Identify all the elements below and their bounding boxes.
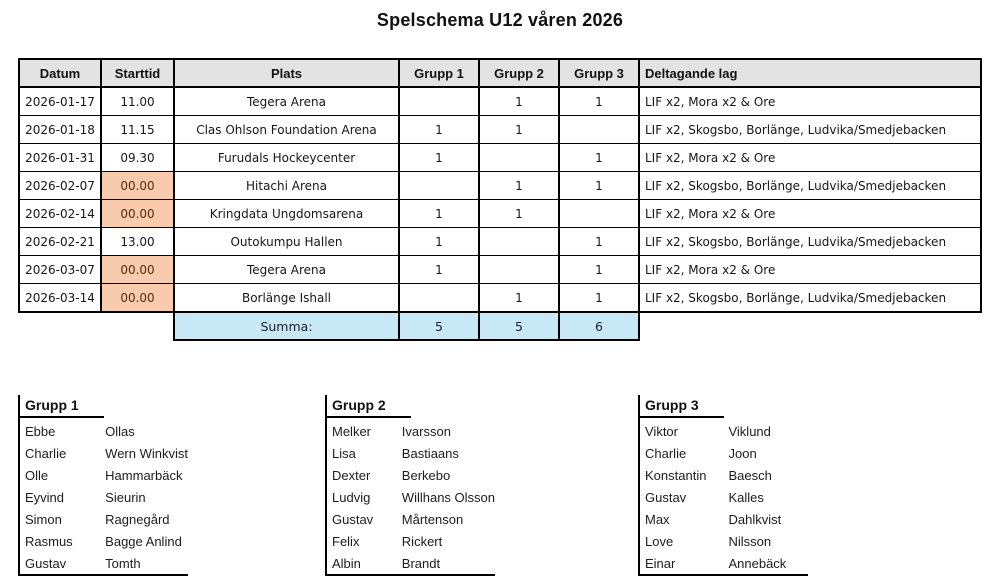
summa-grupp1: 5: [399, 312, 479, 340]
player-last-name: Kalles: [728, 489, 764, 505]
grupp2-count-cell: 1: [479, 116, 559, 144]
player-last-name: Sieurin: [105, 489, 146, 505]
schedule-row: [19, 228, 981, 256]
grupp3-count-cell: [559, 200, 639, 228]
starttid-cell: 00.00: [101, 256, 174, 284]
player-last-name: Nilsson: [728, 533, 772, 549]
player-first-name: Felix: [332, 533, 360, 549]
player-last-name: Viklund: [728, 423, 771, 439]
grupp1-count-cell: 1: [399, 144, 479, 172]
deltagande-lag-cell: LIF x2, Skogsbo, Borlänge, Ludvika/Smedjebacken: [639, 116, 981, 144]
deltagande-lag-cell: LIF x2, Skogsbo, Borlänge, Ludvika/Smedjebacken: [639, 228, 981, 256]
player-last-name: Tomth: [105, 555, 141, 571]
player-first-name: Love: [645, 533, 674, 549]
grupp1-count-cell: 1: [399, 228, 479, 256]
schedule-row: [19, 200, 981, 228]
player-last-name: Ollas: [105, 423, 135, 439]
player-last-name: Rickert: [401, 533, 443, 549]
player-row: [20, 552, 188, 574]
grupp3-count-cell: 1: [559, 144, 639, 172]
schedule-row: [19, 87, 981, 116]
schedule-row: [19, 284, 981, 313]
player-row: [327, 530, 495, 552]
player-first-name: Charlie: [25, 445, 67, 461]
plats-cell: Kringdata Ungdomsarena: [174, 200, 399, 228]
grupp3-count-cell: 1: [559, 256, 639, 284]
datum-cell: 2026-02-21: [19, 228, 101, 256]
deltagande-lag-cell: LIF x2, Mora x2 & Ore: [639, 200, 981, 228]
plats-cell: Tegera Arena: [174, 256, 399, 284]
player-row: [640, 552, 808, 574]
starttid-cell: 00.00: [101, 200, 174, 228]
grupp3-count-cell: [559, 116, 639, 144]
player-row: [640, 464, 808, 486]
player-row: [20, 530, 188, 552]
player-last-name: Joon: [728, 445, 757, 461]
deltagande-lag-cell: LIF x2, Skogsbo, Borlänge, Ludvika/Smedjebacken: [639, 284, 981, 313]
grupp2-count-cell: 1: [479, 87, 559, 116]
player-first-name: Gustav: [332, 511, 374, 527]
grupp1-count-cell: 1: [399, 256, 479, 284]
player-row: [640, 420, 808, 442]
player-first-name: Max: [645, 511, 670, 527]
group-title: Grupp 1: [20, 395, 104, 418]
player-first-name: Dexter: [332, 467, 371, 483]
player-row: [20, 508, 188, 530]
datum-cell: 2026-01-17: [19, 87, 101, 116]
player-first-name: Gustav: [645, 489, 687, 505]
player-row: [640, 442, 808, 464]
player-row: [20, 442, 188, 464]
plats-cell: Furudals Hockeycenter: [174, 144, 399, 172]
header-plats: Plats: [174, 59, 399, 87]
datum-cell: 2026-03-07: [19, 256, 101, 284]
summa-spacer: [19, 312, 101, 340]
plats-cell: Hitachi Arena: [174, 172, 399, 200]
grupp1-count-cell: [399, 172, 479, 200]
grupp2-count-cell: [479, 228, 559, 256]
player-row: [20, 420, 188, 442]
player-first-name: Eyvind: [25, 489, 65, 505]
schedule-row: [19, 144, 981, 172]
player-row: [20, 464, 188, 486]
schedule-row: [19, 256, 981, 284]
header-deltagande-lag: Deltagande lag: [639, 59, 981, 87]
player-last-name: Berkebo: [401, 467, 451, 483]
player-last-name: Mårtenson: [401, 511, 464, 527]
header-datum: Datum: [19, 59, 101, 87]
grupp3-count-cell: 1: [559, 228, 639, 256]
grupp2-count-cell: 1: [479, 200, 559, 228]
datum-cell: 2026-03-14: [19, 284, 101, 313]
starttid-cell: 11.00: [101, 87, 174, 116]
player-first-name: Charlie: [645, 445, 687, 461]
summa-row: [19, 312, 981, 340]
datum-cell: 2026-02-07: [19, 172, 101, 200]
grupp2-count-cell: [479, 144, 559, 172]
player-first-name: Lisa: [332, 445, 356, 461]
player-row: [327, 486, 495, 508]
deltagande-lag-cell: LIF x2, Mora x2 & Ore: [639, 256, 981, 284]
player-row: [640, 530, 808, 552]
deltagande-lag-cell: LIF x2, Mora x2 & Ore: [639, 144, 981, 172]
group-title: Grupp 2: [327, 395, 411, 418]
grupp2-count-cell: 1: [479, 172, 559, 200]
player-first-name: Einar: [645, 555, 676, 571]
grupp2-count-cell: [479, 256, 559, 284]
grupp3-count-cell: 1: [559, 87, 639, 116]
summa-grupp2: 5: [479, 312, 559, 340]
grupp1-count-cell: 1: [399, 200, 479, 228]
player-last-name: Wern Winkvist: [105, 445, 188, 461]
player-first-name: Gustav: [25, 555, 67, 571]
grupp3-count-cell: 1: [559, 284, 639, 313]
deltagande-lag-cell: LIF x2, Mora x2 & Ore: [639, 87, 981, 116]
player-last-name: Dahlkvist: [728, 511, 782, 527]
group-3-roster: [638, 395, 808, 576]
player-last-name: Bastiaans: [401, 445, 459, 461]
player-first-name: Ebbe: [25, 423, 56, 439]
header-starttid: Starttid: [101, 59, 174, 87]
player-last-name: Willhans Olsson: [401, 489, 495, 505]
starttid-cell: 00.00: [101, 172, 174, 200]
player-last-name: Annebäck: [728, 555, 787, 571]
player-row: [327, 464, 495, 486]
summa-grupp3: 6: [559, 312, 639, 340]
player-last-name: Brandt: [401, 555, 441, 571]
plats-cell: Tegera Arena: [174, 87, 399, 116]
grupp1-count-cell: [399, 87, 479, 116]
datum-cell: 2026-01-18: [19, 116, 101, 144]
plats-cell: Outokumpu Hallen: [174, 228, 399, 256]
schedule-row: [19, 116, 981, 144]
starttid-cell: 11.15: [101, 116, 174, 144]
player-row: [640, 486, 808, 508]
player-first-name: Rasmus: [25, 533, 73, 549]
player-last-name: Bagge Anlind: [105, 533, 182, 549]
player-row: [327, 552, 495, 574]
grupp1-count-cell: 1: [399, 116, 479, 144]
header-grupp2: Grupp 2: [479, 59, 559, 87]
header-grupp1: Grupp 1: [399, 59, 479, 87]
group-1-roster: [18, 395, 188, 576]
summa-spacer: [639, 312, 981, 340]
player-first-name: Melker: [332, 423, 372, 439]
starttid-cell: 00.00: [101, 284, 174, 313]
schedule-table: [18, 58, 982, 341]
summa-label: Summa:: [174, 312, 399, 340]
grupp1-count-cell: [399, 284, 479, 313]
deltagande-lag-cell: LIF x2, Skogsbo, Borlänge, Ludvika/Smedjebacken: [639, 172, 981, 200]
player-row: [20, 486, 188, 508]
player-last-name: Ragnegård: [105, 511, 170, 527]
player-first-name: Viktor: [645, 423, 678, 439]
page-title: Spelschema U12 våren 2026: [376, 10, 624, 30]
player-last-name: Ivarsson: [401, 423, 451, 439]
player-first-name: Konstantin: [645, 467, 707, 483]
grupp3-count-cell: 1: [559, 172, 639, 200]
player-first-name: Ludvig: [332, 489, 371, 505]
player-row: [327, 442, 495, 464]
plats-cell: Borlänge Ishall: [174, 284, 399, 313]
summa-spacer: [101, 312, 174, 340]
player-row: [327, 420, 495, 442]
datum-cell: 2026-01-31: [19, 144, 101, 172]
datum-cell: 2026-02-14: [19, 200, 101, 228]
player-first-name: Olle: [25, 467, 49, 483]
player-row: [327, 508, 495, 530]
plats-cell: Clas Ohlson Foundation Arena: [174, 116, 399, 144]
header-grupp3: Grupp 3: [559, 59, 639, 87]
grupp2-count-cell: 1: [479, 284, 559, 313]
starttid-cell: 09.30: [101, 144, 174, 172]
schedule-row: [19, 172, 981, 200]
player-row: [640, 508, 808, 530]
player-last-name: Hammarbäck: [105, 467, 183, 483]
group-title: Grupp 3: [640, 395, 724, 418]
player-last-name: Baesch: [728, 467, 772, 483]
group-2-roster: [325, 395, 495, 576]
schedule-header-row: [19, 59, 981, 87]
starttid-cell: 13.00: [101, 228, 174, 256]
player-first-name: Albin: [332, 555, 361, 571]
player-first-name: Simon: [25, 511, 62, 527]
